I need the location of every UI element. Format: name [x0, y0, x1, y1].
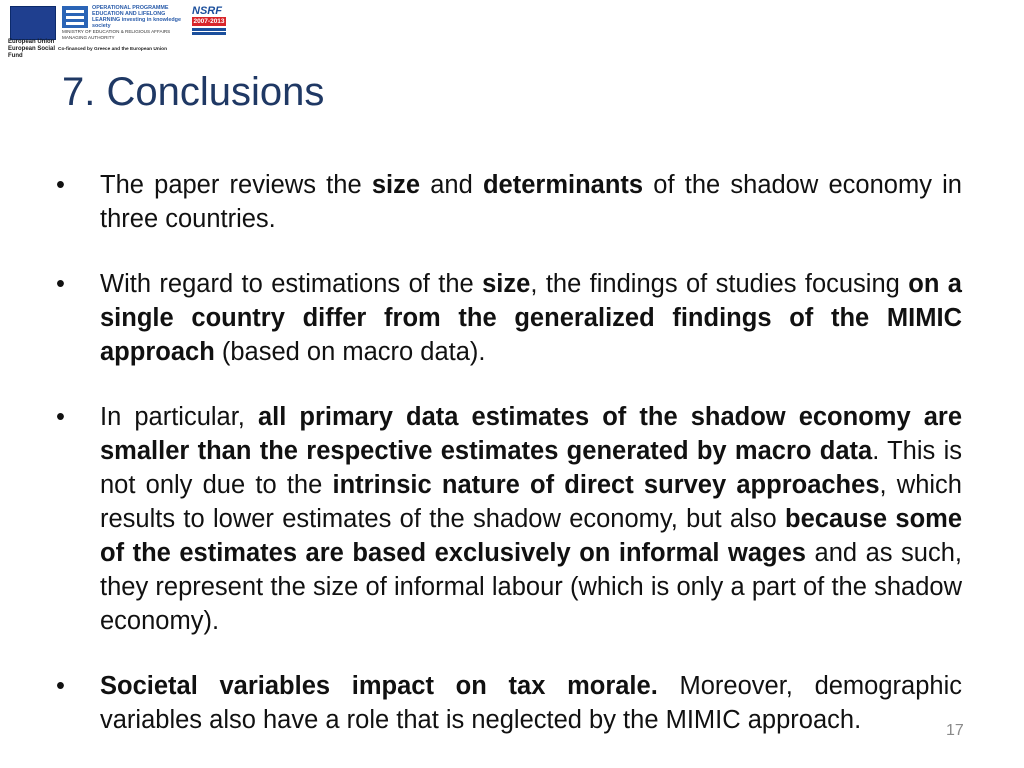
bullet-4: [56, 669, 962, 737]
eu-logo-text: European Union European Social Fund: [8, 39, 56, 59]
bullet-bold-text: size: [371, 171, 421, 199]
bullet-bold-text: Societal variables impact on tax morale.: [100, 672, 658, 700]
bullet-bold-text: size: [482, 270, 531, 298]
op-logo-text: OPERATIONAL PROGRAMME EDUCATION AND LIFELONG LEARNING investing in knowledge society: [92, 5, 181, 29]
bullet-1: [56, 168, 962, 236]
nsrf-title: NSRF: [192, 5, 222, 17]
op-logo-icon: [62, 6, 88, 28]
bullet-list: [56, 168, 962, 768]
bullet-text: With regard to estimations of the: [100, 270, 483, 298]
nsrf-years: 2007-2013: [193, 18, 225, 25]
nsrf-logo: [192, 5, 232, 37]
bullet-bold-text: all primary data estimates of the shadow economy are smaller than the respective estimates generated by macro data: [100, 403, 962, 465]
bullet-3: [56, 400, 962, 638]
bullet-text: . This is not only due to the: [100, 437, 962, 499]
bullet-text: , the findings of studies focusing: [530, 270, 909, 298]
bullet-text: and: [420, 171, 483, 199]
slide-title: 7. Conclusions: [62, 70, 325, 114]
bullet-bold-text: because some of the estimates are based exclusively on informal wages: [100, 505, 962, 567]
bullet-text: , which results to lower estimates of the shadow economy, but also: [100, 471, 962, 533]
bullet-bold-text: on a single country differ from the generalized findings of the MIMIC approach: [100, 270, 962, 366]
eu-flag-icon: [10, 6, 56, 40]
bullet-bold-text: intrinsic nature of direct survey approaches: [332, 471, 880, 499]
bullet-text: In particular,: [100, 403, 258, 431]
nsrf-bar-icon: [192, 28, 226, 31]
page-number: 17: [946, 722, 964, 739]
bullet-text: of the shadow economy in three countries.: [100, 171, 962, 233]
bullet-text: The paper reviews the: [100, 171, 372, 199]
ministry-text: MINISTRY OF EDUCATION & RELIGIOUS AFFAIRS MANAGING AUTHORITY: [62, 29, 171, 40]
bullet-2: [56, 267, 962, 369]
bullet-text: Moreover, demographic variables also have a role that is neglected by the MIMIC approach.: [100, 672, 962, 734]
bullet-text: and as such, they represent the size of informal labour (which is only a part of the shadow economy).: [100, 539, 962, 635]
bullet-text: (based on macro data).: [214, 338, 486, 366]
cofinanced-text: Co-financed by Greece and the European Union: [58, 47, 168, 52]
header-logos: [0, 0, 240, 59]
bullet-bold-text: determinants: [482, 171, 644, 199]
